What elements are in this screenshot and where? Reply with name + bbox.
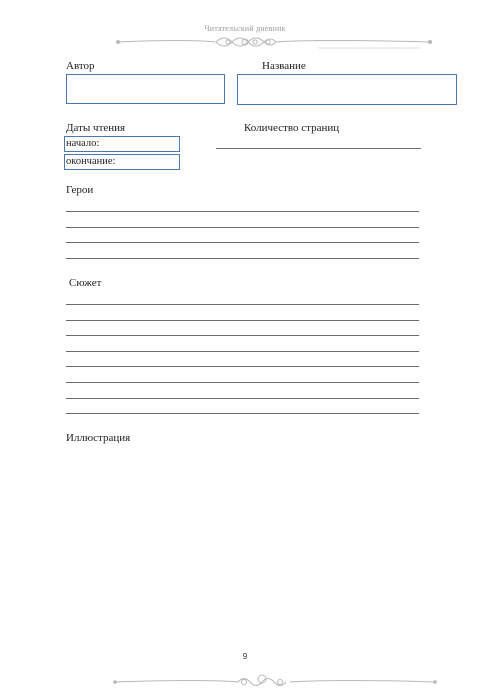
title-label: Название xyxy=(262,60,306,72)
author-field[interactable] xyxy=(66,74,225,104)
plot-line[interactable] xyxy=(66,398,419,399)
heroes-line[interactable] xyxy=(66,242,419,243)
heroes-label: Герои xyxy=(66,184,94,196)
start-date-field[interactable]: начало: xyxy=(64,136,180,152)
plot-line[interactable] xyxy=(66,351,419,352)
heroes-line[interactable] xyxy=(66,211,419,212)
title-field[interactable] xyxy=(237,74,457,105)
page-number: 9 xyxy=(242,652,248,661)
author-label: Автор xyxy=(66,60,95,72)
plot-line[interactable] xyxy=(66,335,419,336)
page-count-label: Количество страниц xyxy=(244,122,340,134)
heroes-line[interactable] xyxy=(66,258,419,259)
illustration-label: Иллюстрация xyxy=(66,432,131,444)
header-ornament xyxy=(0,30,490,52)
plot-line[interactable] xyxy=(66,413,419,414)
plot-line[interactable] xyxy=(66,366,419,367)
illustration-area[interactable] xyxy=(66,450,419,640)
plot-line[interactable] xyxy=(66,304,419,305)
heroes-line[interactable] xyxy=(66,227,419,228)
reading-dates-label: Даты чтения xyxy=(66,122,126,134)
plot-label: Сюжет xyxy=(69,277,102,289)
page-count-line[interactable] xyxy=(216,148,421,149)
footer-ornament xyxy=(0,666,490,690)
plot-line[interactable] xyxy=(66,382,419,383)
page-header-title: Читательский дневник xyxy=(204,24,286,33)
plot-line[interactable] xyxy=(66,320,419,321)
end-date-field[interactable]: окончание: xyxy=(64,154,180,170)
